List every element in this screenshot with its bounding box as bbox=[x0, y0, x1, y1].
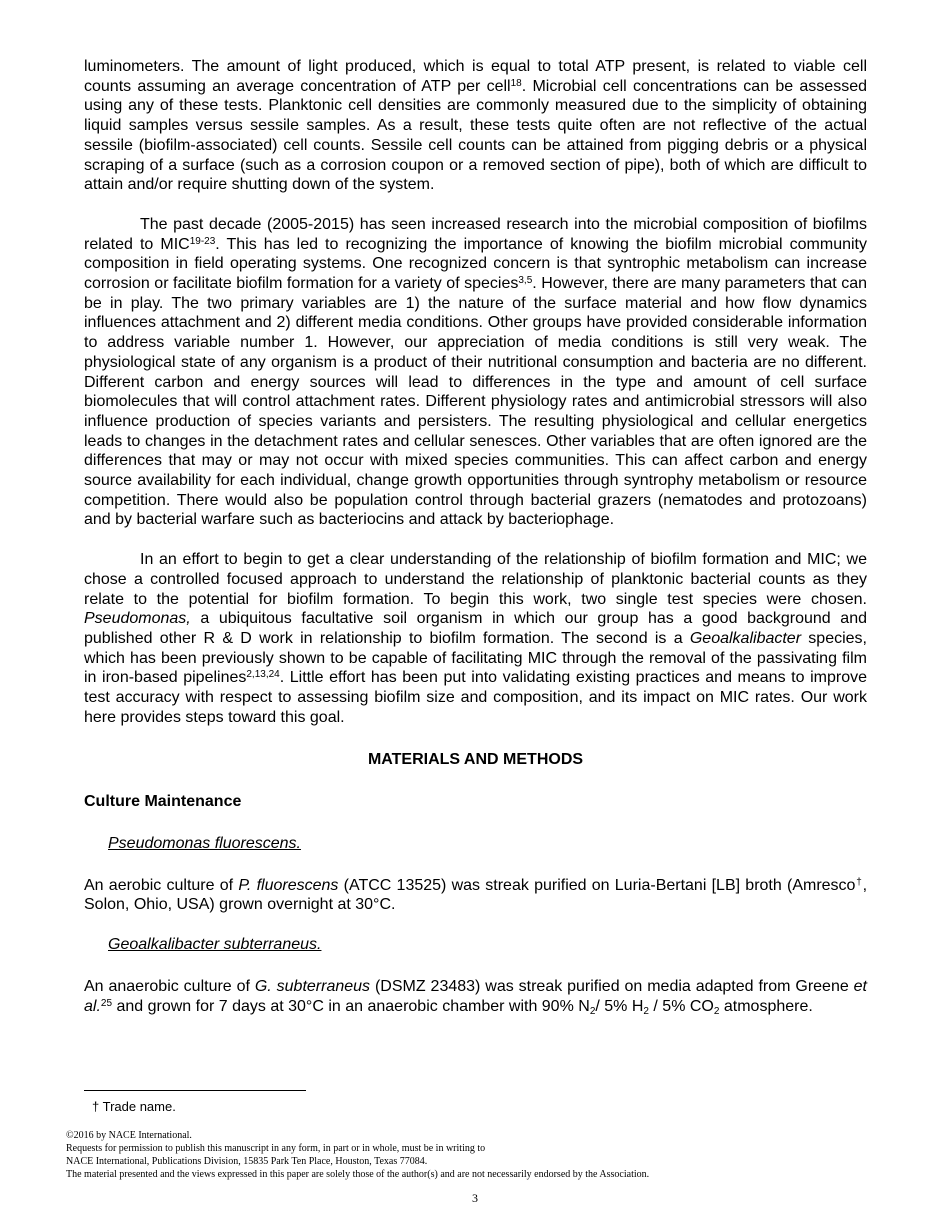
text: a ubiquitous facultative soil organism in which our group has a good background and published other R & D work in relationship to biofilm formation. The second is a bbox=[84, 610, 867, 647]
text: (ATCC 13525) was streak purified on Luria-Bertani [LB] broth (Amresco bbox=[338, 876, 856, 894]
text: (DSMZ 23483) was streak purified on media adapted from Greene bbox=[370, 977, 854, 995]
genus-name: Geoalkalibacter bbox=[689, 629, 802, 647]
text: An anaerobic culture of bbox=[84, 977, 255, 995]
footnote: † Trade name. bbox=[92, 1099, 176, 1114]
text: . This has led to recognizing the importance of knowing the biofilm microbial community composition in field operating systems. One recognized concern is that syntrophic metabolism can increase corrosion or facilitate biofilm formation for a variety of species bbox=[84, 235, 868, 293]
text: species, which has been previously shown to be capable of facilitating MIC through the removal of the passivating film in iron-based pipelines bbox=[84, 629, 867, 687]
paragraph-atp-counts bbox=[84, 57, 867, 195]
text: / 5% H bbox=[595, 997, 644, 1015]
text: and grown for 7 days at 30°C in an anaerobic chamber with 90% N bbox=[112, 997, 590, 1015]
permission-line: Requests for permission to publish this manuscript in any form, in part or in whole, must be in writing to bbox=[66, 1143, 486, 1154]
paragraph-effort bbox=[84, 550, 867, 727]
species-name: G. subterraneus bbox=[254, 977, 371, 995]
citation: 19-23 bbox=[189, 235, 216, 247]
species-name: P. fluorescens bbox=[238, 876, 339, 894]
disclaimer-line: The material presented and the views expressed in this paper are solely those of the author(s) and are not necessarily endorsed by the Association. bbox=[66, 1169, 650, 1180]
subscript: 2 bbox=[589, 1005, 596, 1017]
text: / 5% CO bbox=[648, 997, 714, 1015]
citation: 25 bbox=[100, 997, 113, 1009]
citation: 18 bbox=[510, 77, 522, 89]
text: An aerobic culture of bbox=[84, 876, 239, 894]
text: atmosphere. bbox=[719, 997, 813, 1015]
text: luminometers. The amount of light produced, which is equal to total ATP present, is related to viable cell counts assuming an average concentration of ATP per cell bbox=[84, 58, 867, 95]
species-heading-geoalkalibacter: Geoalkalibacter subterraneus. bbox=[108, 935, 322, 953]
subscript: 2 bbox=[713, 1005, 720, 1017]
page-number: 3 bbox=[472, 1191, 478, 1205]
species-heading-pseudomonas: Pseudomonas fluorescens. bbox=[108, 834, 301, 852]
citation: 3,5 bbox=[518, 275, 533, 287]
copyright-line: ©2016 by NACE International. bbox=[66, 1130, 192, 1141]
et-al: et al. bbox=[84, 977, 867, 1015]
section-heading: MATERIALS AND METHODS bbox=[367, 750, 584, 768]
text: In an effort to begin to get a clear understanding of the relationship of biofilm formation and MIC; we chose a controlled focused approach to understand the relationship of planktonic bacterial counts as they relate to the potential for biofilm formation. To begin this work, two single test species were chosen. bbox=[84, 551, 867, 608]
paragraph-past-decade bbox=[84, 215, 867, 530]
text: , Solon, Ohio, USA) grown overnight at 30°C. bbox=[84, 876, 868, 914]
subsection-heading: Culture Maintenance bbox=[84, 792, 242, 810]
paragraph-pseudomonas bbox=[84, 876, 867, 915]
page-body bbox=[84, 57, 867, 1016]
text: . Little effort has been put into validating existing practices and means to improve test accuracy with respect to assessing biofilm size and composition, and its impact on MIC rates. Our work here provides steps toward this goal. bbox=[84, 669, 867, 726]
text: . However, there are many parameters that can be in play. The two primary variables are 1) the nature of the surface material and how flow dynamics influences attachment and 2) different media conditions. Other groups have provided considerable information to address variable number 1. However, our appreciation of media conditions is still very weak. The physiological state of any organism is a product of their nutritional consumption and bacteria are no different. Different carbon and energy sources will lead to differences in the type and amount of cell surface biomolecules that will control attachment rates. Different physiology rates and antimicrobial stressors will also influence production of species variants and persisters. The resulting physiological and cellular energetics leads to changes in the detachment rates and cellular senesces. Other variables that are often ignored are the differences that may or may not occur with mixed species communities. This can affect carbon and energy source availability for each individual, change growth opportunities through syntrophy metabolism or resource competition. There would also be population control through bacterial grazers (nematodes and protozoans) and by bacterial warfare such as bacteriocins and attack by bacteriophage. bbox=[84, 275, 867, 529]
genus-name: Pseudomonas, bbox=[84, 610, 191, 628]
copyright-notice bbox=[66, 1129, 649, 1181]
citation: 2,13,24 bbox=[246, 669, 280, 681]
dagger-mark: † bbox=[855, 876, 863, 888]
footnote-divider bbox=[84, 1090, 306, 1091]
text: . Microbial cell concentrations can be assessed using any of these tests. Planktonic cell densities are commonly measured due to the simplicity of obtaining liquid samples versus sessile samples. As a result, these tests quite often are not reflective of the actual sessile (biofilm-associated) cell counts. Sessile cell counts can be attained from pigging debris or a physical scraping of a surface (such as a corrosion coupon or a removed section of pipe), both of which are difficult to attain and/or require shutting down of the system. bbox=[84, 77, 868, 194]
subscript: 2 bbox=[643, 1005, 649, 1017]
paragraph-geoalkalibacter bbox=[84, 977, 867, 1016]
address-line: NACE International, Publications Division, 15835 Park Ten Place, Houston, Texas 77084. bbox=[66, 1156, 428, 1167]
text: The past decade (2005-2015) has seen increased research into the microbial composition of biofilms related to MIC bbox=[84, 215, 867, 253]
